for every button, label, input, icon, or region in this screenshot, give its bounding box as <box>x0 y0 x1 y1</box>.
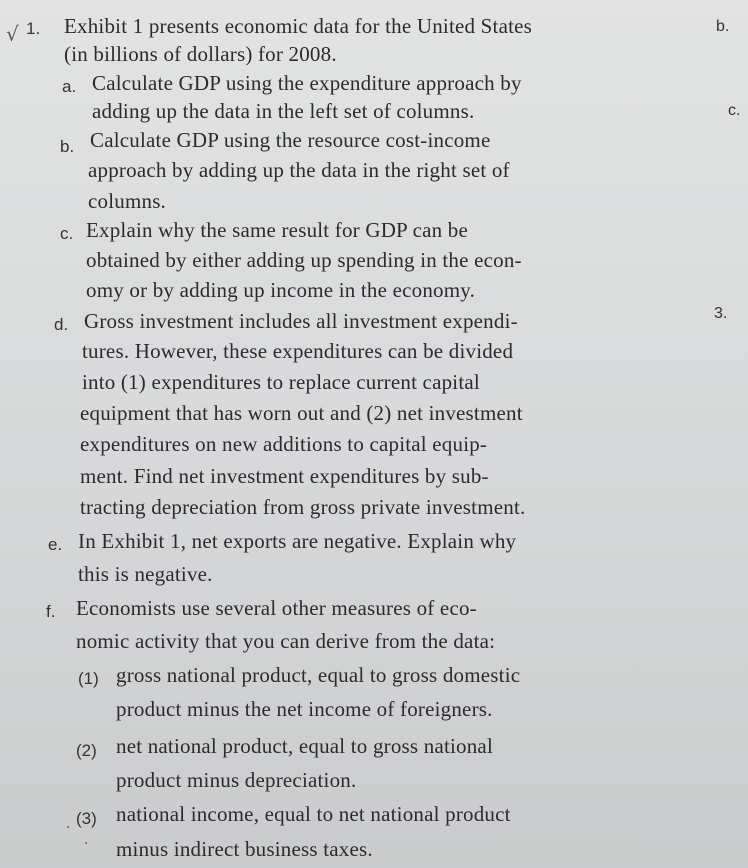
part-f-line-1: Economists use several other measures of eco- <box>76 596 477 620</box>
subpart-2-label: (2) <box>76 741 97 760</box>
part-c-label: c. <box>60 224 74 243</box>
part-d-line-4: equipment that has worn out and (2) net investment <box>80 401 523 425</box>
part-e-line-1: In Exhibit 1, net exports are negative. Explain why <box>78 529 517 553</box>
part-c-line-3: omy or by adding up income in the economy. <box>86 278 476 302</box>
part-d-line-5: expenditures on new additions to capital equip- <box>80 432 488 456</box>
part-d-line-3: into (1) expenditures to replace current capital <box>82 370 480 394</box>
subpart-3-line-1: national income, equal to net national product <box>116 802 511 826</box>
subpart-1-line-2: product minus the net income of foreigners. <box>116 697 493 721</box>
part-d-label: d. <box>54 315 69 334</box>
part-c-line-2: obtained by either adding up spending in the econ- <box>86 248 522 272</box>
subpart-2-line-1: net national product, equal to gross national <box>116 734 493 758</box>
intro-line-2: (in billions of dollars) for 2008. <box>64 42 337 66</box>
subpart-1-label: (1) <box>78 669 99 688</box>
part-b-line-3: columns. <box>88 189 167 213</box>
part-c-line-1: Explain why the same result for GDP can be <box>86 218 469 242</box>
subpart-1-line-1: gross national product, equal to gross domestic <box>116 663 521 687</box>
subpart-2-line-2: product minus depreciation. <box>116 768 357 792</box>
part-b-line-1: Calculate GDP using the resource cost-income <box>90 128 491 152</box>
part-f-line-2: nomic activity that you can derive from the data: <box>76 629 496 653</box>
pen-mark: · <box>84 836 89 852</box>
part-a-line-1: Calculate GDP using the expenditure approach by <box>92 71 522 95</box>
part-d-line-6: ment. Find net investment expenditures by sub- <box>80 464 489 488</box>
problem-number: 1. <box>26 19 41 38</box>
margin-label-c: c. <box>728 102 741 119</box>
part-a-label: a. <box>62 77 77 96</box>
part-d-line-2: tures. However, these expenditures can be divided <box>82 339 514 363</box>
part-b-line-2: approach by adding up the data in the right set of <box>88 158 510 182</box>
subpart-3-label: (3) <box>76 809 97 828</box>
part-f-label: f. <box>46 602 56 621</box>
part-e-line-2: this is negative. <box>78 562 213 586</box>
intro-line-1: Exhibit 1 presents economic data for the United States <box>64 14 533 38</box>
margin-label-b: b. <box>716 18 730 35</box>
part-b-label: b. <box>60 137 75 156</box>
check-mark: √ <box>6 22 19 46</box>
margin-label-3: 3. <box>714 305 728 322</box>
part-e-label: e. <box>48 535 63 554</box>
part-d-line-1: Gross investment includes all investment expendi- <box>84 309 518 333</box>
part-d-line-7: tracting depreciation from gross private investment. <box>80 495 526 519</box>
part-a-line-2: adding up the data in the left set of columns. <box>92 99 475 123</box>
subpart-3-line-2: minus indirect business taxes. <box>116 837 373 861</box>
pen-mark: . <box>66 816 71 832</box>
